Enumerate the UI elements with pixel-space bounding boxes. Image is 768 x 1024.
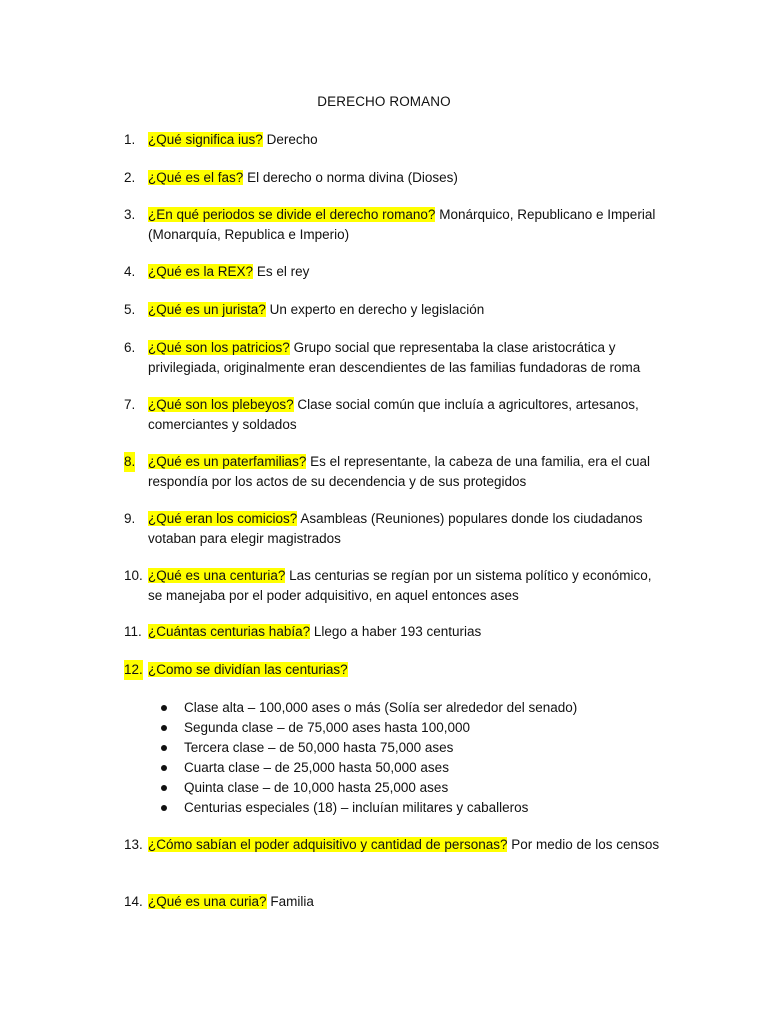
question-text: ¿Como se dividían las centurias? — [148, 662, 348, 677]
question-text: ¿Cuántas centurias había? — [148, 624, 311, 639]
bullet-icon — [161, 805, 167, 811]
question-number: 5. — [124, 302, 136, 317]
question-2 — [124, 168, 664, 188]
question-number: 10. — [124, 568, 143, 583]
question-10 — [124, 566, 664, 606]
document-title: DERECHO ROMANO — [317, 94, 451, 109]
answer-text: Es el rey — [256, 264, 310, 279]
question-number: 12. — [124, 660, 143, 680]
question-text: ¿Qué es un jurista? — [148, 302, 266, 317]
question-11 — [124, 622, 664, 642]
question-text: ¿Qué es una curia? — [148, 894, 267, 909]
bullet-icon — [161, 745, 167, 751]
question-number: 8. — [124, 452, 135, 472]
question-text: ¿Qué es la REX? — [148, 264, 254, 279]
question-text: ¿En qué periodos se divide el derecho romano? — [148, 207, 436, 222]
question-number: 2. — [124, 170, 136, 185]
question-text: ¿Qué significa ius? — [148, 132, 263, 147]
bullet-icon — [161, 705, 167, 711]
question-9 — [124, 509, 664, 549]
question-12 — [124, 660, 664, 680]
answer-text: El derecho o norma divina (Dioses) — [247, 170, 458, 185]
bullet-icon — [161, 765, 167, 771]
list-item: Clase alta – 100,000 ases o más (Solía ser alrededor del senado) — [160, 698, 640, 718]
answer-text: Derecho — [266, 132, 318, 147]
centuria-classes-list — [160, 698, 640, 818]
question-text: ¿Qué eran los comicios? — [148, 511, 298, 526]
question-number: 13. — [124, 837, 143, 852]
question-number: 3. — [124, 207, 136, 222]
question-text: ¿Qué son los patricios? — [148, 340, 290, 355]
answer-text: Es el representante, la cabeza de una familia, era el cual respondía por los actos de su decendencia y de sus protegidos — [148, 454, 651, 489]
answer-text: Llego a haber 193 centurias — [313, 624, 482, 639]
question-6 — [124, 338, 664, 378]
answer-text: Familia — [270, 894, 314, 909]
question-number: 1. — [124, 132, 136, 147]
list-item: Centurias especiales (18) – incluían militares y caballeros — [160, 798, 640, 818]
question-text: ¿Qué es el fas? — [148, 170, 244, 185]
answer-text: Grupo social que representaba la clase aristocrática y privilegiada, originalmente eran descendientes de las familias fundadoras de roma — [148, 340, 641, 375]
question-number: 7. — [124, 397, 136, 412]
question-text: ¿Qué es una centuria? — [148, 568, 286, 583]
question-number: 9. — [124, 511, 136, 526]
answer-text: Asambleas (Reuniones) populares donde los ciudadanos votaban para elegir magistrados — [148, 511, 643, 546]
question-text: ¿Qué son los plebeyos? — [148, 397, 294, 412]
question-5 — [124, 300, 664, 320]
list-item: Tercera clase – de 50,000 hasta 75,000 ases — [160, 738, 640, 758]
question-text: ¿Qué es un paterfamilias? — [148, 454, 307, 469]
answer-text: Clase social común que incluía a agricultores, artesanos, comerciantes y soldados — [148, 397, 639, 432]
bullet-icon — [161, 725, 167, 731]
question-4 — [124, 262, 664, 282]
answer-text: Por medio de los censos — [511, 837, 660, 852]
question-number: 11. — [124, 624, 142, 639]
answer-text: Las centurias se regían por un sistema político y económico, se manejaba por el poder adquisitivo, en aquel entonces ases — [148, 568, 652, 603]
question-7 — [124, 395, 664, 435]
answer-text: Un experto en derecho y legislación — [269, 302, 485, 317]
question-1 — [124, 130, 664, 150]
list-item: Quinta clase – de 10,000 hasta 25,000 ases — [160, 778, 640, 798]
question-8 — [124, 452, 664, 492]
question-number: 4. — [124, 264, 136, 279]
question-number: 6. — [124, 340, 136, 355]
answer-text: Monárquico, Republicano e Imperial (Monarquía, Republica e Imperio) — [148, 207, 656, 242]
list-item: Cuarta clase – de 25,000 hasta 50,000 ases — [160, 758, 640, 778]
question-number: 14. — [124, 894, 143, 909]
question-text: ¿Cómo sabían el poder adquisitivo y cantidad de personas? — [148, 837, 508, 852]
question-3 — [124, 205, 664, 245]
bullet-icon — [161, 785, 167, 791]
question-13 — [124, 835, 664, 855]
list-item: Segunda clase – de 75,000 ases hasta 100,000 — [160, 718, 640, 738]
question-14 — [124, 892, 664, 912]
